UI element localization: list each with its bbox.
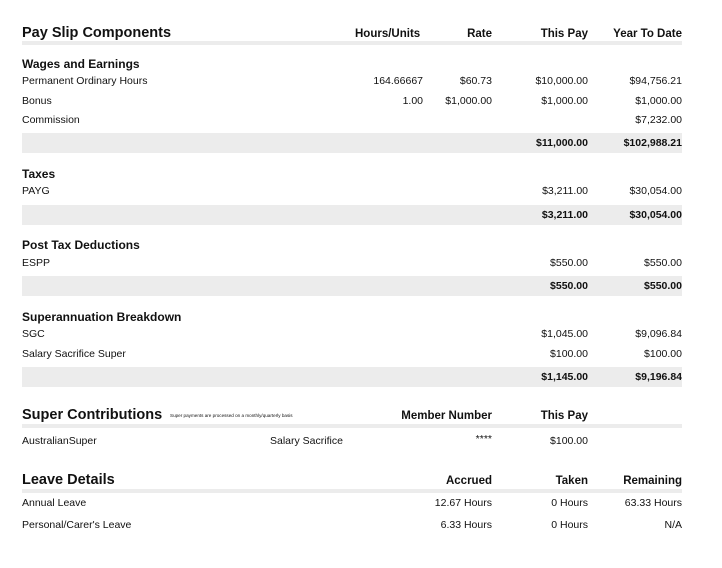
super-row-label: SGC: [22, 328, 45, 340]
leave-row-label: Annual Leave: [22, 497, 87, 509]
super-row-this-pay: $100.00: [550, 348, 588, 360]
header-rule: [22, 41, 682, 45]
post-tax-total-ytd: $550.00: [644, 280, 682, 292]
super-contributions-note: Super payments are processed on a monthly/quarterly basis: [170, 413, 293, 418]
remaining-header: Remaining: [623, 475, 682, 487]
post-tax-section-title: Post Tax Deductions: [22, 238, 140, 252]
taxes-total-ytd: $30,054.00: [629, 209, 682, 221]
taken-header: Taken: [555, 475, 588, 487]
hours-units-header: Hours/Units: [355, 28, 421, 40]
wages-row-ytd: $1,000.00: [635, 95, 682, 107]
wages-section-title: Wages and Earnings: [22, 57, 140, 71]
taxes-row-ytd: $30,054.00: [629, 185, 682, 197]
super-row-this-pay: $1,045.00: [541, 328, 588, 340]
super-row-ytd: $9,096.84: [635, 328, 682, 340]
wages-row-rate: $60.73: [459, 75, 492, 87]
leave-row-accrued: 12.67 Hours: [434, 497, 492, 509]
super-contributions-title: Super Contributions: [22, 407, 163, 423]
taxes-row-label: PAYG: [22, 185, 50, 197]
wages-row-this-pay: $1,000.00: [541, 95, 588, 107]
rate-header: Rate: [467, 28, 492, 40]
leave-rule: [22, 489, 682, 493]
taxes-section-title: Taxes: [22, 167, 56, 181]
super-fund-name: AustralianSuper: [22, 435, 97, 447]
wages-row-label: Commission: [22, 114, 80, 126]
leave-row-taken: 0 Hours: [551, 519, 588, 531]
leave-details-title: Leave Details: [22, 472, 115, 488]
wages-row-label: Bonus: [22, 95, 52, 107]
super-row-label: Salary Sacrifice Super: [22, 348, 126, 360]
wages-row-hours: 1.00: [402, 95, 423, 107]
wages-total-this-pay: $11,000.00: [536, 137, 588, 149]
super-total-this-pay: $1,145.00: [541, 371, 588, 383]
wages-row-ytd: $7,232.00: [635, 114, 682, 126]
post-tax-row-ytd: $550.00: [644, 257, 682, 269]
accrued-header: Accrued: [445, 475, 492, 487]
ytd-header: Year To Date: [613, 28, 682, 40]
wages-total-ytd: $102,988.21: [623, 137, 682, 149]
wages-row-this-pay: $10,000.00: [535, 75, 588, 87]
leave-row-taken: 0 Hours: [551, 497, 588, 509]
super-breakdown-section-title: Superannuation Breakdown: [22, 310, 182, 324]
leave-row-remaining: 63.33 Hours: [624, 497, 682, 509]
super-contribution-this-pay: $100.00: [550, 435, 588, 447]
taxes-total-this-pay: $3,211.00: [541, 209, 588, 221]
post-tax-row-label: ESPP: [22, 257, 51, 269]
payslip-components-title: Pay Slip Components: [22, 25, 172, 41]
wages-row-ytd: $94,756.21: [629, 75, 682, 87]
super-contribution-type: Salary Sacrifice: [270, 435, 343, 447]
super-contributions-rule: [22, 424, 682, 428]
leave-row-label: Personal/Carer's Leave: [22, 519, 132, 531]
super-this-pay-header: This Pay: [540, 410, 588, 422]
leave-row-accrued: 6.33 Hours: [440, 519, 492, 531]
post-tax-row-this-pay: $550.00: [550, 257, 588, 269]
wages-row-label: Permanent Ordinary Hours: [22, 75, 148, 87]
leave-row-remaining: N/A: [664, 519, 682, 531]
super-row-ytd: $100.00: [644, 348, 682, 360]
wages-row-hours: 164.66667: [373, 75, 423, 87]
this-pay-header: This Pay: [540, 28, 588, 40]
super-member-number: ****: [475, 433, 492, 445]
super-total-ytd: $9,196.84: [635, 371, 682, 383]
taxes-row-this-pay: $3,211.00: [542, 185, 588, 197]
member-number-header: Member Number: [401, 410, 492, 422]
wages-row-rate: $1,000.00: [445, 95, 492, 107]
post-tax-total-this-pay: $550.00: [550, 280, 588, 292]
